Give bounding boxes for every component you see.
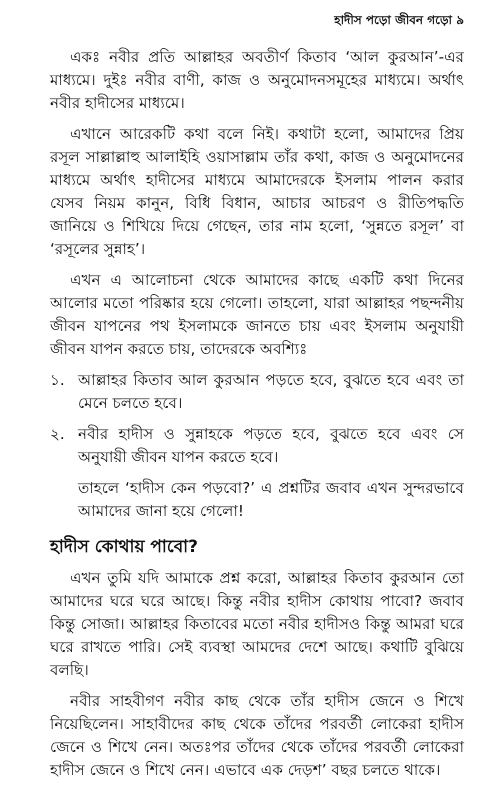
running-header <box>50 12 464 32</box>
header-title: হাদীস পড়ো জীবন গড়ো <box>334 13 453 27</box>
paragraph-3: এখন এ আলোচনা থেকে আমাদের কাছে একটি কথা দিনের আলোর মতো পরিষ্কার হয়ে গেলো। তাহলো, যারা আল্লাহর পছন্দনীয় জীবন যাপনের পথ ইসলামকে জানতে চায় এবং ইসলাম অনুযায়ী জীবন যাপন করতে চায়, তাদেরকে অবশ্যিঃ <box>50 271 464 358</box>
list-text: আল্লাহর কিতাব আল কুরআন পড়তে হবে, বুঝতে হবে এবং তা মেনে চলতে হবে। <box>78 371 464 412</box>
closing-paragraph: তাহলে ‘হাদীস কেন পড়বো?’ এ প্রশ্নটির জবাব এখন সুন্দরভাবে আমাদের জানা হয়ে গেলো! <box>78 479 464 520</box>
paragraph-2: এখানে আরেকটি কথা বলে নিই। কথাটা হলো, আমাদের প্রিয় রসূল সাল্লাল্লাহু আলাইহি ওয়াসাল্লাম তাঁর কথা, কাজ ও অনুমোদনের মাধ্যমে অর্থাৎ হাদীসের মাধ্যমে আমাদেরকে ইসলাম পালন করার যেসব নিয়ম কানুন, বিধি বিধান, আচার আচরণ ও রীতিপদ্ধতি জানিয়ে ও শিখিয়ে দিয়ে গেছেন, তার নাম হলো, ‘সুন্নতে রসূল’ বা ‘রসূলের সুন্নাহ’। <box>50 125 464 258</box>
paragraph-5: নবীর সাহবীগণ নবীর কাছ থেকে তাঁর হাদীস জেনে ও শিখে নিয়েছিলেন। সাহাবীদের কাছ থেকে তাঁদের পরবর্তী লোকেরা হাদীস জেনে ও শিখে নেন। অতঃপর তাঁদের থেকে তাঁদের পরবর্তী লোকেরা হাদীস জেনে ও শিখে নেন। এভাবে এক দেড়শ’ বছর চলতে থাকে। <box>50 692 464 779</box>
paragraph-1: একঃ নবীর প্রতি আল্লাহর অবতীর্ণ কিতাব ‘আল কুরআন’-এর মাধ্যমে। দুইঃ নবীর বাণী, কাজ ও অনুমোদনসমূহের মাধ্যমে। অর্থাৎ নবীর হাদীসের মাধ্যমে। <box>50 48 464 112</box>
section-heading: হাদীস কোথায় পাবো? <box>50 537 198 557</box>
list-text: নবীর হাদীস ও সুন্নাহকে পড়তে হবে, বুঝতে হবে এবং সে অনুযায়ী জীবন যাপন করতে হবে। <box>78 425 464 466</box>
list-item-1 <box>50 369 464 415</box>
list-number: ২. <box>50 425 65 443</box>
paragraph-4: এখন তুমি যদি আমাকে প্রশ্ন করো, আল্লাহর কিতাব কুরআন তো আমাদের ঘরে ঘরে আছে। কিন্তু নবীর হাদীস কোথায় পাবো? জবাব কিন্তু সোজা। আল্লাহর কিতাবের মতো নবীর হাদীসও কিন্তু আমরা ঘরে ঘরে রাখতে পারি। সেই ব্যবস্থা আমদের দেশে আছে। কথাটি বুঝিয়ে বলছি। <box>50 569 464 679</box>
list-number: ১. <box>50 371 65 389</box>
list-item-2 <box>50 423 464 469</box>
page-number: ৯ <box>456 13 464 27</box>
